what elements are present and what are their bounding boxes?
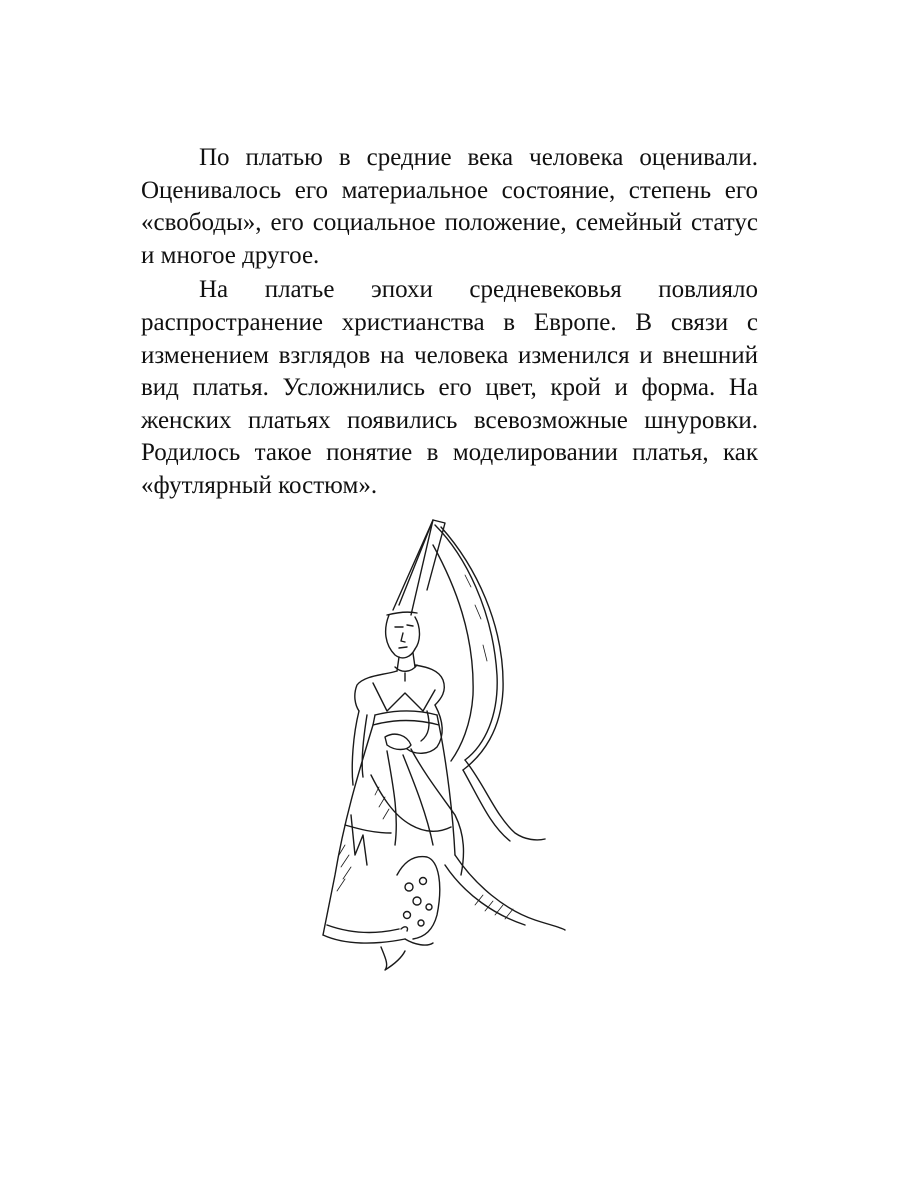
skirt-drawing: [323, 725, 565, 945]
face-drawing: [386, 615, 420, 658]
bodice-drawing: [355, 665, 444, 725]
paragraph-1: По платью в средние века человека оценивали. Оценивалось его материальное состояние, степень его «свободы», его социальное положение, семейный статус и многое другое.: [141, 144, 758, 269]
shoe-drawing: [381, 947, 405, 970]
medieval-dress-illustration: [315, 515, 575, 975]
arms-drawing: [352, 705, 442, 785]
paragraph-2: На платье эпохи средневековья повлияло распространение христианства в Европе. В связи с изменением взглядов на человека изменился и внешний вид платья. Усложнились его цвет, крой и форма. На женских платьях появились всевозможные шнуровки. Родилось такое понятие в моделировании платья, как «футлярный костюм».: [141, 276, 758, 499]
underskirt-pattern-drawing: [397, 857, 440, 939]
hennin-hat-drawing: [387, 520, 445, 615]
body-text: [141, 142, 758, 503]
